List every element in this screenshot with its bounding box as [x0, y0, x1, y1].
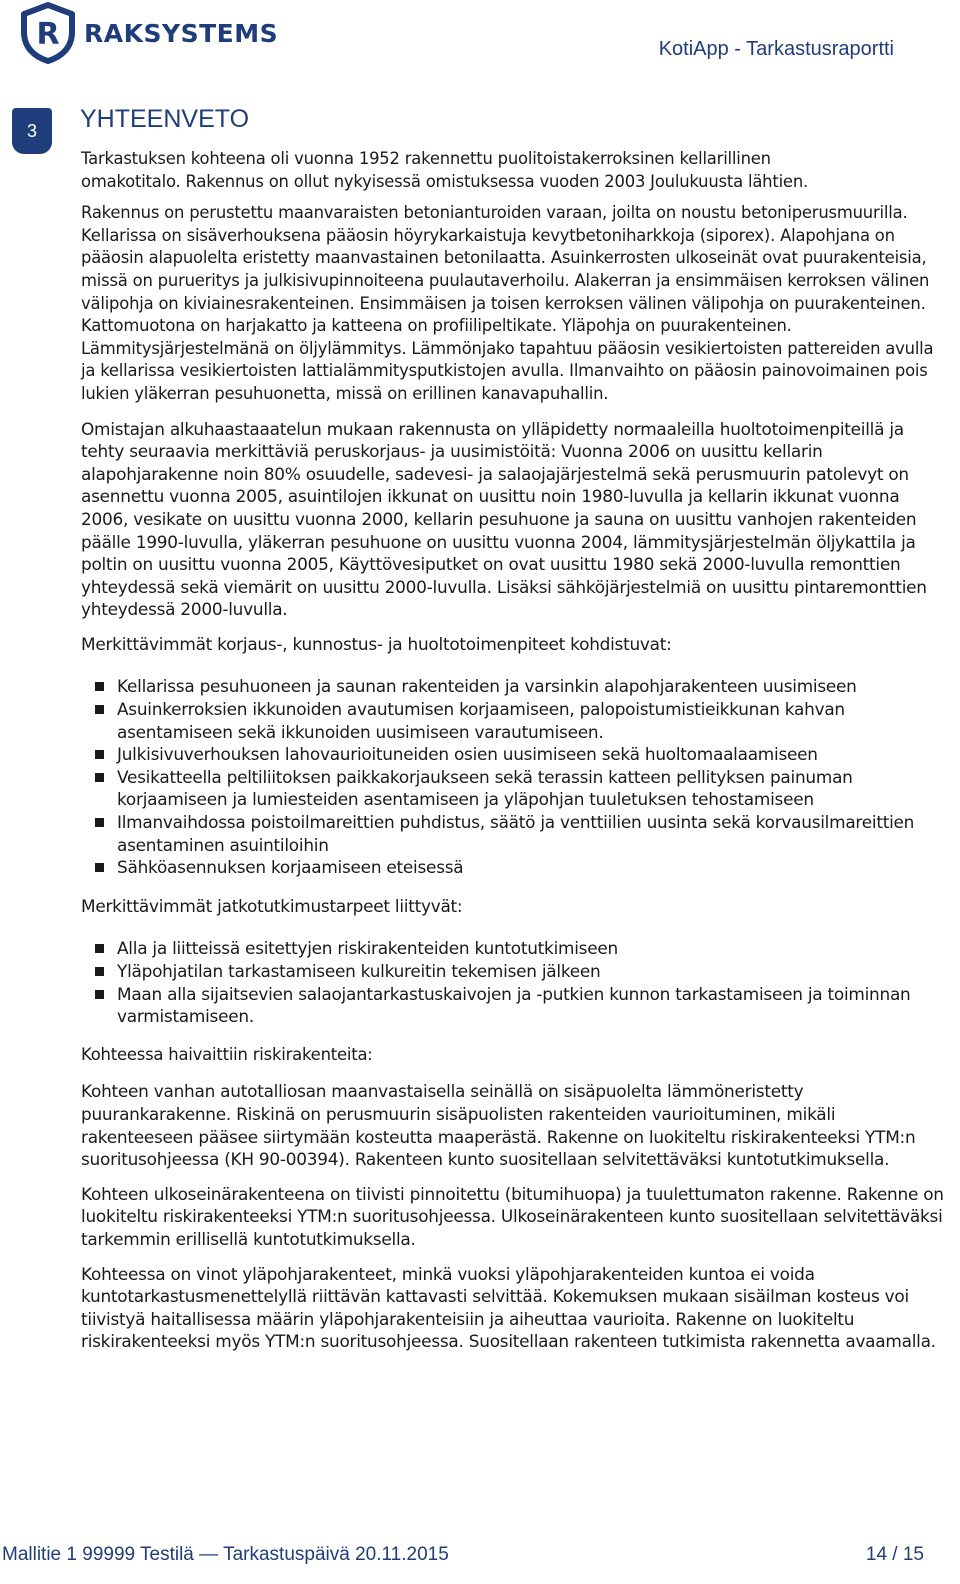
page-header: [0, 0, 960, 70]
shield-logo-icon: [20, 2, 76, 64]
bullet-icon: [95, 705, 104, 714]
renovation-paragraph: Omistajan alkuhaastaaatelun mukaan rakennusta on ylläpidetty normaaleilla huoltotoimenpiteillä ja tehty seuraavia merkittäviä peruskorjaus- ja uusimistöitä: Vuonna 2006 on uusittu kellarin alapohjarakenne noin 80% osuudelle, sadevesi- ja salaojajärjestelmä sekä perusmuurin patolevyt on asennettu vuonna 2005, asuintilojen ikkunat on uusittu noin 1980-luvulla ja kellarin ikkunat vuonna 2006, vesikate on uusittu vuonna 2000, kellarin pesuhuone ja sauna on uusittu vanhojen rakenteiden päälle 1990-luvulla, yläkerran pesuhuone on uusittu vuonna 2004, lämmitysjärjestelmän öljykattila ja poltin on uusittu vuonna 2005, Käyttövesiputket on ovat uusittu 1980 sekä 2000-luvulla remonttien yhteydessä sekä viemärit on uusittu 2000-luvulla. Lisäksi sähköjärjestelmiä on uusittu pintaremonttien yhteydessä 2000-luvulla.: [81, 418, 927, 620]
risk-paragraph-3: Kohteessa on vinot yläpohjarakenteet, minkä vuoksi yläpohjarakenteiden kuntoa ei voida kuntotarkastusmenettelyllä riittävän kattavasti selvittää. Kokemuksen mukaan sisäilman kosteus voi tiivistyä haitallisessa määrin yläpohjarakenteisiin ja aiheuttaa vaurioita. Rakenne on luokiteltu riskirakenteeksi myös YTM:n suoritusohjeessa. Suositellaan rakenteen tutkimista rakennetta avaamalla.: [81, 1263, 936, 1352]
bullet-icon: [95, 990, 104, 999]
intro-line-2: omakotitalo. Rakennus on ollut nykyisessä omistuksessa vuoden 2003 Joulukuusta lähtien.: [81, 171, 809, 191]
intro-line-1: Tarkastuksen kohteena oli vuonna 1952 rakennettu puolitoistakerroksinen kellarillinen: [81, 149, 771, 168]
risk-paragraph-1: Kohteen vanhan autotalliosan maanvastaisella seinällä on sisäpuolelta lämmöneristetty puurankarakenne. Riskinä on perusmuurin sisäpuolisten rakenteiden vaurioituminen, mikäli rakenteeseen pääsee siirtymään kosteutta maaperästä. Rakenne on luokiteltu riskirakenteeksi YTM:n suoritusohjeessa (KH 90-00394). Rakenteen kunto suositellaan selvitettäväksi kuntotutkimuksella.: [81, 1081, 916, 1170]
list-item: Asuinkerroksien ikkunoiden avautumisen korjaamiseen, palopoistumistieikkunan kahvan asentamiseen sekä ikkunoiden uusimiseen varautumiseen.: [81, 698, 951, 743]
list1-heading: Merkittävimmät korjaus-, kunnostus- ja huoltotoimenpiteet kohdistuvat:: [81, 633, 672, 654]
logo-letter: R: [36, 17, 60, 52]
bullet-icon: [95, 818, 104, 827]
list-item: Julkisivuverhouksen lahovaurioituneiden osien uusimiseen sekä huoltomaalaamiseen: [81, 743, 951, 766]
report-body: [81, 148, 951, 1365]
page-number: 14 / 15: [865, 1544, 924, 1565]
bullet-icon: [95, 967, 104, 976]
list-item: Sähköasennuksen korjaamiseen eteisessä: [81, 856, 951, 879]
risk-heading: Kohteessa haivaittiin riskirakenteita:: [81, 1044, 373, 1064]
bullet-icon: [95, 944, 104, 953]
bullet-icon: [95, 750, 104, 759]
section-number-badge: 3: [12, 108, 52, 154]
footer-address: Mallitie 1 99999 Testilä — Tarkastuspäivä 20.11.2015: [2, 1544, 449, 1565]
list-item: Kellarissa pesuhuoneen ja saunan rakenteiden ja varsinkin alapohjarakenteen uusimiseen: [81, 675, 951, 698]
company-logo: [20, 0, 278, 66]
list-item: Ilmanvaihdossa poistoilmareittien puhdistus, säätö ja venttiilien uusinta sekä korvausilmareittien asentaminen asuintiloihin: [81, 811, 951, 856]
bullet-icon: [95, 773, 104, 782]
list2-heading: Merkittävimmät jatkotutkimustarpeet liittyvät:: [81, 895, 463, 916]
structure-paragraph: Rakennus on perustettu maanvaraisten betonianturoiden varaan, joilta on noustu betoniperusmuurilla. Kellarissa on sisäverhouksena pääosin höyrykarkaistuja kevytbetoniharkkoja (siporex). Alapohjana on pääosin alapuolelta eristetty maanvastainen betonilaatta. Asuinkerrosten ulkoseinät ovat puurakenteisia, missä on purueritys ja julkisivupinnoiteena puulautaverhoilu. Alakerran ja ensimmäisen kerroksen välinen välipohja on kiviainesrakenteinen. Ensimmäisen ja toisen kerroksen välinen välipohja on puurakenteinen. Kattomuotona on harjakatto ja katteena on profiilipeltikate. Yläpohja on puurakenteinen. Lämmitysjärjestelmänä on öljylämmitys. Lämmönjako tapahtuu pääosin vesikiertoisten pattereiden avulla ja kellarissa vesikiertoisten lattialämmitysputkistojen avulla. Ilmanvaihto on pääosin painovoimainen pois lukien yläkerran pesuhuonetta, missä on erillinen kanavapuhallin.: [81, 203, 934, 403]
list-item: Yläpohjatilan tarkastamiseen kulkureitin tekemisen jälkeen: [81, 960, 951, 983]
logo-text: RAKSYSTEMS: [84, 18, 279, 48]
research-list: [81, 937, 951, 1027]
list-item: Vesikatteella peltiliitoksen paikkakorjaukseen sekä terassin katteen pellityksen painuman korjaamiseen ja lumiesteiden asentamiseen ja yläpohjan tuuletuksen tehostamiseen: [81, 766, 951, 811]
bullet-icon: [95, 863, 104, 872]
page-footer: [0, 1542, 960, 1584]
list-item: Maan alla sijaitsevien salaojantarkastuskaivojen ja -putkien kunnon tarkastamiseen ja toiminnan varmistamiseen.: [81, 983, 951, 1028]
repair-list: [81, 675, 951, 878]
list-item: Alla ja liitteissä esitettyjen riskirakenteiden kuntotutkimiseen: [81, 937, 951, 960]
section-title: YHTEENVETO: [80, 105, 250, 133]
report-title: KotiApp - Tarkastusraportti: [658, 38, 894, 60]
risk-paragraph-2: Kohteen ulkoseinärakenteena on tiivisti pinnoitettu (bitumihuopa) ja tuulettumaton rakenne. Rakenne on luokiteltu riskirakenteeksi YTM:n suoritusohjeessa. Ulkoseinärakenteen kunto suositellaan selvitettäväksi tarkemmin erillisellä kuntotutkimuksella.: [81, 1183, 944, 1249]
bullet-icon: [95, 682, 104, 691]
